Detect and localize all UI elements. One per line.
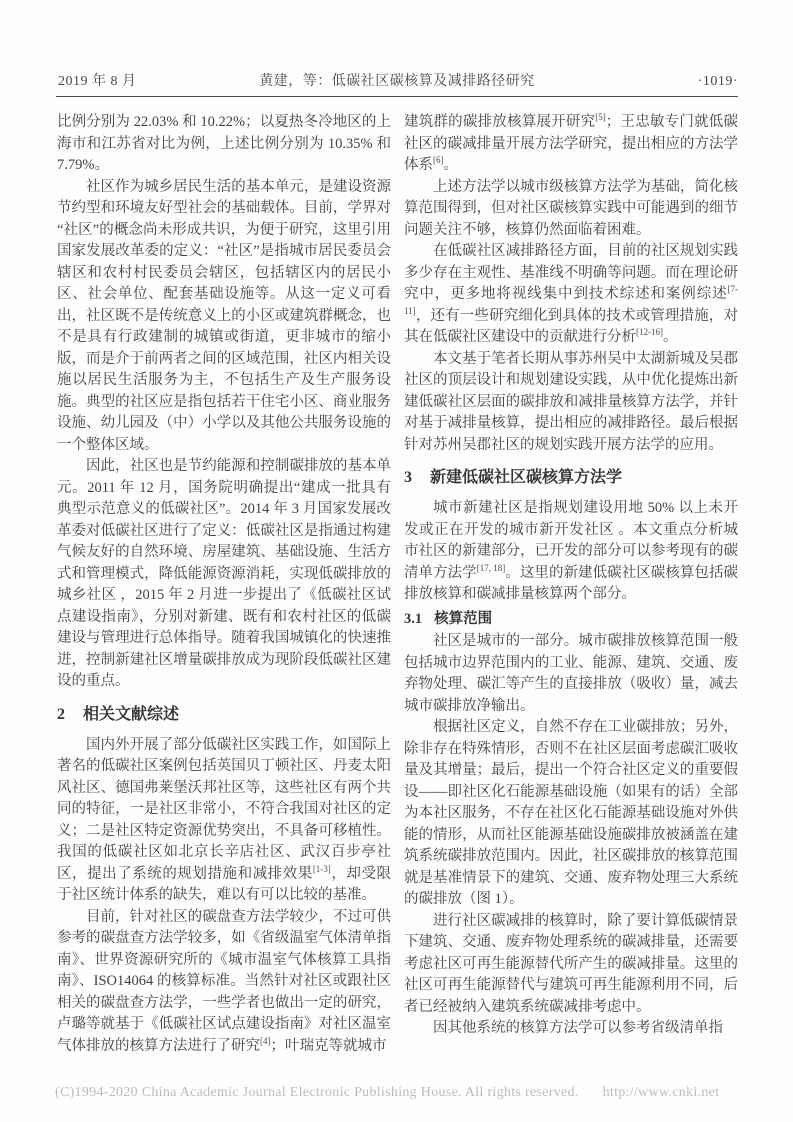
section-title: 相关文献综述	[83, 705, 180, 723]
copyright-text: (C)1994-2020 China Academic Journal Electronic Publishing House. All rights reserved.	[55, 1085, 579, 1100]
section-number: 3	[404, 469, 412, 486]
section-number: 2	[57, 705, 65, 723]
paragraph: 因其他系统的核算方法学可以参考省级清单指	[433, 1020, 723, 1036]
column-right	[404, 112, 738, 1057]
citation-marker: [17, 18]	[476, 562, 506, 573]
paragraph: 建筑群的碳排放核算展开研究[5]；王忠敏专门就低碳社区的碳减排量开展方法学研究，提出相应的方法学体系[6]。	[404, 112, 739, 173]
paragraph: 根据社区定义，自然不存在工业碳排放；另外，除非存在特殊情形，否则不在社区层面考虑碳汇吸收量及其增量；最后，提出一个符合社区定义的重要假设——即社区化石能源基础设施（如果有的话）全部为本社区服务，不存在社区化石能源基础设施对外供能的情形，从而社区能源基础设施碳排放被涵盖在建筑系统碳排放范围内。因此，社区碳排放的核算范围就是基准情景下的建筑、交通、废弃物处理三大系统的碳排放（图 1）。	[404, 719, 738, 907]
citation-marker: [1-3]	[312, 863, 331, 874]
section-heading-3.1	[404, 609, 738, 631]
header-rule	[56, 96, 738, 97]
cnki-url: http://www.cnki.net	[602, 1085, 720, 1100]
page-footer	[55, 1085, 719, 1101]
citation-marker: [7-11]	[404, 284, 738, 316]
section-title: 核算范围	[434, 610, 493, 627]
header-article-title: 黄建，等：低碳社区碳核算及减排路径研究	[259, 74, 535, 89]
citation-marker: [4]	[260, 1035, 271, 1046]
column-left	[57, 112, 391, 1057]
paragraph: 社区是城市的一部分。城市碳排放核算范围一般包括城市边界范围内的工业、能源、建筑、交通、废弃物处理、碳汇等产生的直接排放（吸收）量，减去城市碳排放净输出。	[404, 633, 738, 714]
article-body	[57, 112, 738, 1057]
citation-marker: [6]	[433, 155, 444, 166]
paragraph: 目前，针对社区的碳盘查方法学较少，不过可供参考的碳盘查方法学较多，如《省级温室气体清单指南》、世界资源研究所的《城市温室气体核算工具指南》、ISO14064 的核算标准。当然针对社区或跟社区相关的碳盘查方法学，一些学者也做出一定的研究，卢璐等就基于《低碳社区试点建设指南》对社区温室气体排放的核算方法进行了研究[4]；叶瑞克等就城市	[57, 908, 391, 1054]
section-number: 3.1	[404, 610, 423, 627]
paragraph: 城市新建社区是指规划建设用地 50% 以上未开发或正在开发的城市新开发社区 。本文重点分析城市社区的新建部分，已开发的部分可以参考现有的碳清单方法学[17, 18]。这里的新建低碳社区碳核算包括碳排放核算和碳减排量核算两个部分。	[404, 500, 739, 602]
section-heading-2	[57, 704, 391, 726]
paragraph: 在低碳社区减排路径方面，目前的社区规划实践多少存在主观性、基准线不明确等问题。而在理论研究中，更多地将视线集中到技术综述和案例综述[7-11]，还有一些研究细化到具体的技术或管理措施，对其在低碳社区建设中的贡献进行分析[12-16]。	[404, 243, 738, 345]
paragraph: 因此，社区也是节约能源和控制碳排放的基本单元。2011 年 12 月，国务院明确提出“建成一批具有典型示范意义的低碳社区”。2014 年 3 月国家发展改革委对低碳社区进行了定义：低碳社区是指通过构建气候友好的自然环境、房屋建筑、基础设施、生活方式和管理模式，降低能源资源消耗，实现低碳排放的城乡社区 ，2015 年 2 月进一步提出了《低碳社区试点建设指南》，分别对新建、既有和农村社区的低碳建设与管理进行总体指导。随着我国城镇化的快速推进，控制新建社区增量碳排放成为现阶段低碳社区建设的重点。	[57, 458, 391, 689]
paragraph: 上述方法学以城市级核算方法学为基础，简化核算范围得到，但对社区碳核算实践中可能遇到的细节问题关注不够，核算仍然面临着困难。	[404, 178, 738, 238]
paragraph: 进行社区碳减排的核算时，除了要计算低碳情景下建筑、交通、废弃物处理系统的碳减排量，还需要考虑社区可再生能源替代所产生的碳减排量。这里的社区可再生能源替代与建筑可再生能源利用不同，后者已经被纳入建筑系统碳减排考虑中。	[404, 912, 738, 1015]
citation-marker: [5]	[595, 112, 606, 123]
citation-marker: [12-16]	[636, 327, 663, 338]
running-head	[56, 70, 738, 90]
paragraph: 比例分别为 22.03% 和 10.22%；以夏热冬冷地区的上海市和江苏省对比为例，上述比例分别为 10.35% 和 7.79%。	[57, 114, 391, 173]
section-title: 新建低碳社区碳核算方法学	[430, 469, 623, 486]
paragraph: 本文基于笔者长期从事苏州吴中太湖新城及吴郡社区的顶层设计和规划建设实践，从中优化提炼出新建低碳社区层面的碳排放和减排量核算方法学，并针对基于减排量核算，提出相应的减排路径。最后根据针对苏州吴郡社区的规划实践开展方法学的应用。	[404, 350, 738, 453]
section-heading-3	[404, 467, 738, 489]
paragraph: 国内外开展了部分低碳社区实践工作，如国际上著名的低碳社区案例包括英国贝丁顿社区、丹麦太阳风社区、德国弗莱堡沃邦社区等，这些社区有两个共同的特征，一是社区非常小，不符合我国对社区的定义；二是社区特定资源优势突出，不具备可移植性。我国的低碳社区如北京长辛店社区、武汉百步亭社区，提出了系统的规划措施和减排效果[1-3]，却受限于社区统计体系的缺失，难以有可以比较的基准。	[57, 736, 392, 903]
header-date: 2019 年 8 月	[58, 74, 137, 89]
page-header	[56, 70, 738, 97]
paragraph: 社区作为城乡居民生活的基本单元，是建设资源节约型和环境友好型社会的基础载体。目前，学界对“社区”的概念尚未形成共识，为便于研究，这里引用国家发展改革委的定义：“社区”是指城市居民委员会辖区和农村村民委员会辖区，包括辖区内的居民小区、社会单位、配套基础设施等。从这一定义可看出，社区既不是传统意义上的小区或建筑群概念，也不是具有行政建制的城镇或街道，更非城市的缩小版，而是介于前两者之间的区域范围，社区内相关设施以居民生活服务为主，不包括生产及生产服务设施。典型的社区应是指包括若干住宅小区、商业服务设施、幼儿园及（中）小学以及其他公共服务设施的一个整体区域。	[57, 178, 391, 453]
header-page-number: ·1019·	[697, 74, 738, 89]
